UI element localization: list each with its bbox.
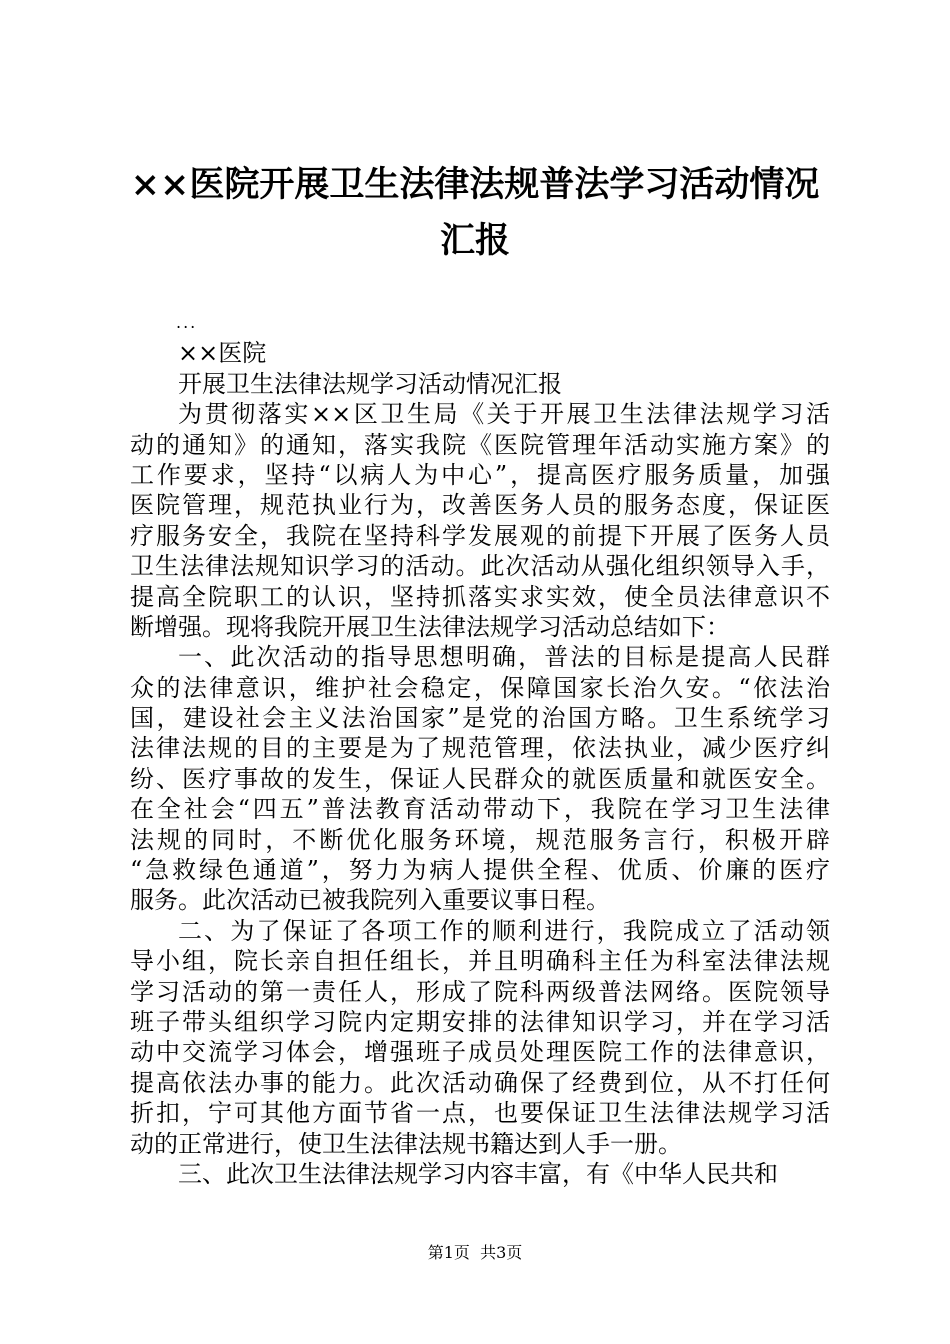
- body-line: 提高依法办事的能力。此次活动确保了经费到位，从不打任何: [130, 1068, 830, 1097]
- ellipsis-line: ...: [176, 313, 198, 332]
- document-body: [130, 308, 830, 1189]
- body-line: 在全社会“四五”普法教育活动带动下，我院在学习卫生法律: [130, 795, 830, 824]
- body-line: 医院管理，规范执业行为，改善医务人员的服务态度，保证医: [130, 491, 830, 520]
- body-line: 法律法规的目的主要是为了规范管理，依法执业，减少医疗纠: [130, 734, 830, 763]
- body-line: 服务。此次活动已被我院列入重要议事日程。: [130, 886, 610, 915]
- body-line: 三、此次卫生法律法规学习内容丰富，有《中华人民共和: [178, 1159, 778, 1188]
- body-line: “急救绿色通道”，努力为病人提供全程、优质、价廉的医疗: [130, 856, 830, 885]
- document-title-line-2: 汇报: [439, 220, 510, 261]
- body-line: 疗服务安全，我院在坚持科学发展观的前提下开展了医务人员: [130, 521, 830, 550]
- body-line: ××医院: [178, 339, 267, 368]
- body-line: 开展卫生法律法规学习活动情况汇报: [178, 369, 562, 398]
- body-line: 断增强。现将我院开展卫生法律法规学习活动总结如下：: [130, 612, 730, 641]
- body-line: 学习活动的第一责任人，形成了院科两级普法网络。医院领导: [130, 977, 830, 1006]
- body-line: 纷、医疗事故的发生，保证人民群众的就医质量和就医安全。: [130, 764, 830, 793]
- body-line: 众的法律意识，维护社会稳定，保障国家长治久安。“依法治: [130, 673, 830, 702]
- body-line: 导小组，院长亲自担任组长，并且明确科主任为科室法律法规: [130, 947, 830, 976]
- body-line: 一、此次活动的指导思想明确，普法的目标是提高人民群: [178, 643, 830, 672]
- body-line: 动的正常进行，使卫生法律法规书籍达到人手一册。: [130, 1129, 682, 1158]
- body-line: 为贯彻落实××区卫生局《关于开展卫生法律法规学习活: [178, 400, 830, 429]
- document-title-line-1: ××医院开展卫生法律法规普法学习活动情况: [130, 164, 820, 205]
- body-line: 工作要求，坚持“以病人为中心”，提高医疗服务质量，加强: [130, 460, 830, 489]
- body-line: 提高全院职工的认识，坚持抓落实求实效，使全员法律意识不: [130, 582, 830, 611]
- body-line: 二、为了保证了各项工作的顺利进行，我院成立了活动领: [178, 916, 830, 945]
- body-line: 动的通知》的通知，落实我院《医院管理年活动实施方案》的: [130, 430, 830, 459]
- body-line: 折扣，宁可其他方面节省一点，也要保证卫生法律法规学习活: [130, 1099, 830, 1128]
- body-line: 法规的同时，不断优化服务环境，规范服务言行，积极开辟: [130, 825, 830, 854]
- body-line: 国，建设社会主义法治国家”是党的治国方略。卫生系统学习: [130, 704, 830, 733]
- body-line: 动中交流学习体会，增强班子成员处理医院工作的法律意识，: [130, 1038, 830, 1067]
- body-line: 班子带头组织学习院内定期安排的法律知识学习，并在学习活: [130, 1007, 830, 1036]
- page-footer: 第1页 共3页: [427, 1243, 523, 1262]
- body-line: 卫生法律法规知识学习的活动。此次活动从强化组织领导入手，: [130, 552, 830, 581]
